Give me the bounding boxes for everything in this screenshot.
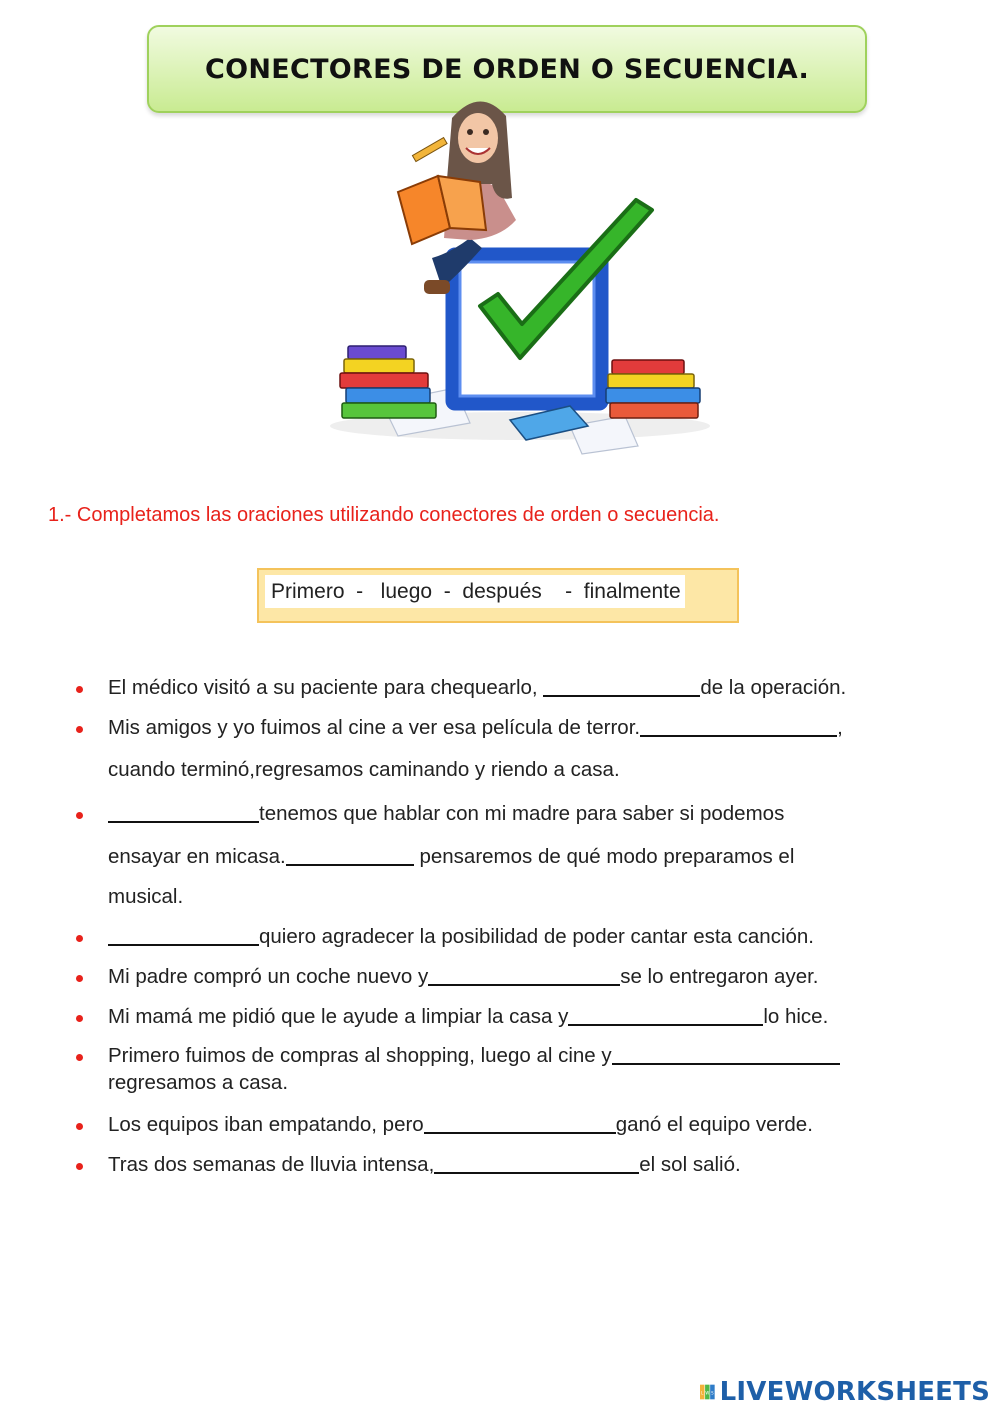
book <box>344 359 414 373</box>
instruction: 1.- Completamos las oraciones utilizando conectores de orden o secuencia. <box>48 504 720 526</box>
sentence-9: Tras dos semanas de lluvia intensa, el sol salió. <box>108 1153 741 1176</box>
sentence-7: Primero fuimos de compras al shopping, luego al cine y <box>108 1043 840 1068</box>
sentence-3: tenemos que hablar con mi madre para saber si podemos <box>108 801 784 826</box>
sentence-5: Mi padre compró un coche nuevo y se lo entregaron ayer. <box>108 965 819 988</box>
liveworksheets-logo-icon <box>700 1379 715 1405</box>
blank-1[interactable] <box>543 675 700 697</box>
blank-9[interactable] <box>434 1152 639 1174</box>
blank-7[interactable] <box>612 1043 840 1065</box>
bullet-icon <box>76 1054 83 1061</box>
sentence-4: quiero agradecer la posibilidad de poder cantar esta canción. <box>108 924 814 949</box>
logo-letter-w: W <box>705 1390 710 1396</box>
blank-3a[interactable] <box>108 801 259 823</box>
sentence-7-cont: regresamos a casa. <box>108 1071 289 1094</box>
sentence-1: El médico visitó a su paciente para chequearlo, de la operación. <box>108 676 847 699</box>
book <box>606 388 700 403</box>
blank-4[interactable] <box>108 924 259 946</box>
bullet-icon <box>76 1163 83 1170</box>
book <box>348 346 406 359</box>
word-bank-text: Primero - luego - después - finalmente <box>265 575 685 608</box>
blank-2[interactable] <box>640 715 837 737</box>
blank-6[interactable] <box>568 1004 763 1026</box>
blank-3b[interactable] <box>286 844 414 866</box>
sentence-3-cont: ensayar en micasa. pensaremos de qué modo preparamos el <box>108 845 795 868</box>
sentence-6: Mi mamá me pidió que le ayude a limpiar la casa y lo hice. <box>108 1005 829 1028</box>
bullet-icon <box>76 686 83 693</box>
girl-face <box>458 113 498 163</box>
book <box>610 403 698 418</box>
girl-boot <box>424 280 450 294</box>
book <box>612 360 684 374</box>
bullet-icon <box>76 726 83 733</box>
sentence-2: Mis amigos y yo fuimos al cine a ver esa película de terror. , <box>108 716 843 739</box>
sentence-3-end: musical. <box>108 885 184 908</box>
blank-8[interactable] <box>424 1112 616 1134</box>
brand-name: LIVEWORKSHEETS <box>719 1377 990 1407</box>
word-bank <box>257 568 739 623</box>
page-title: CONECTORES DE ORDEN O SECUENCIA. <box>204 53 810 85</box>
pencil-icon <box>412 138 447 162</box>
bullet-icon <box>76 935 83 942</box>
sentence-2-cont: cuando terminó,regresamos caminando y riendo a casa. <box>108 758 620 781</box>
bullet-icon <box>76 1015 83 1022</box>
book <box>340 373 428 388</box>
bullet-icon <box>76 1123 83 1130</box>
logo-letter-l: L <box>701 1390 704 1396</box>
bullet-icon <box>76 812 83 819</box>
book <box>346 388 430 403</box>
logo-letter-s: S <box>711 1390 714 1396</box>
blank-5[interactable] <box>428 964 620 986</box>
teacher-illustration <box>320 88 720 458</box>
book <box>608 374 694 388</box>
book <box>342 403 436 418</box>
bullet-icon <box>76 975 83 982</box>
sentence-8: Los equipos iban empatando, pero ganó el equipo verde. <box>108 1113 813 1136</box>
liveworksheets-footer <box>700 1377 990 1407</box>
